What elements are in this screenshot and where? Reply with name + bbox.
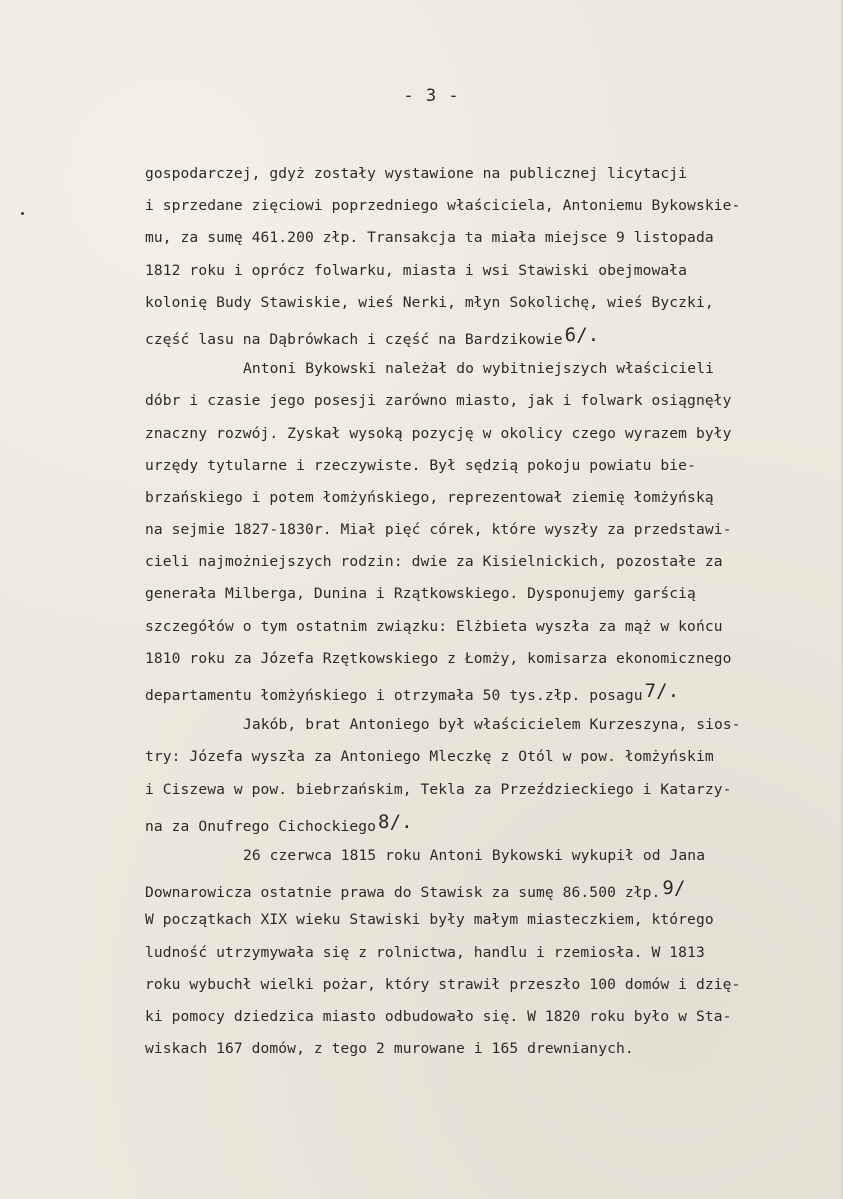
text-line [145, 353, 825, 385]
text-line [145, 872, 825, 904]
text-line [145, 904, 825, 936]
line-text: dóbr i czasie jego posesji zarówno miasto, jak i folwark osiągnęły [145, 392, 732, 410]
paragraph [145, 840, 825, 1065]
line-text: na za Onufrego Cichockiego [145, 817, 377, 835]
paragraph [145, 353, 825, 707]
footnote-reference: 6/. [564, 323, 600, 346]
line-text: 26 czerwca 1815 roku Antoni Bykowski wykupił od Jana [243, 846, 706, 864]
text-line [145, 937, 825, 969]
line-text: wiskach 167 domów, z tego 2 murowane i 165 drewnianych. [145, 1040, 634, 1058]
line-text: W początkach XIX wieku Stawiski były małym miasteczkiem, którego [145, 911, 714, 929]
line-text: szczegółów o tym ostatnim związku: Elżbieta wyszła za mąż w końcu [145, 617, 723, 635]
paragraph [145, 158, 825, 351]
line-text: brzańskiego i potem łomżyńskiego, reprezentował ziemię łomżyńską [145, 488, 714, 506]
text-line [145, 675, 825, 707]
line-text: generała Milberga, Dunina i Rzątkowskiego. Dysponujemy garścią [145, 585, 696, 603]
page-number: - 3 - [403, 86, 460, 106]
document-body [145, 158, 825, 1065]
line-text: Antoni Bykowski należał do wybitniejszych właścicieli [243, 360, 714, 378]
text-line [145, 190, 825, 222]
line-text: i Ciszewa w pow. biebrzańskim, Tekla za Przeździeckiego i Katarzy- [145, 780, 732, 798]
footnote-reference: 8/. [378, 810, 413, 833]
line-text: kolonię Budy Stawiskie, wieś Nerki, młyn Sokolichę, wieś Byczki, [145, 293, 714, 311]
text-line [145, 418, 825, 450]
text-line [145, 643, 825, 675]
text-line [145, 1001, 825, 1033]
line-text: 1812 roku i oprócz folwarku, miasta i wsi Stawiski obejmowała [145, 261, 688, 279]
footnote-reference: 7/. [644, 680, 680, 702]
text-line [145, 578, 825, 610]
text-line [145, 450, 825, 482]
text-line [145, 546, 825, 578]
text-line [145, 611, 825, 643]
line-text: znaczny rozwój. Zyskał wysoką pozycję w okolicy czego wyrazem były [145, 424, 732, 442]
line-text: roku wybuchł wielki pożar, który strawił przeszło 100 domów i dzię- [145, 975, 741, 993]
text-line [145, 840, 825, 872]
text-line [145, 287, 825, 319]
text-line [145, 255, 825, 287]
text-line [145, 774, 825, 806]
text-line [145, 158, 825, 190]
text-line [145, 514, 825, 546]
text-line [145, 969, 825, 1001]
text-line [145, 222, 825, 254]
line-text: Downarowicza ostatnie prawa do Stawisk za sumę 86.500 złp. [145, 884, 661, 902]
text-line [145, 741, 825, 773]
text-line [145, 1033, 825, 1065]
line-text: część lasu na Dąbrówkach i część na Bardzikowie [145, 330, 563, 348]
text-line [145, 482, 825, 514]
text-line [145, 806, 825, 838]
line-text: na sejmie 1827-1830r. Miał pięć córek, które wyszły za przedstawi- [145, 521, 732, 539]
margin-mark [21, 212, 24, 215]
line-text: urzędy tytularne i rzeczywiste. Był sędzią pokoju powiatu bie- [145, 456, 696, 474]
text-line [145, 709, 825, 741]
line-text: departamentu łomżyńskiego i otrzymała 50 tys.złp. posagu [145, 687, 643, 704]
text-line [145, 385, 825, 417]
line-text: cieli najmożniejszych rodzin: dwie za Kisielnickich, pozostałe za [145, 553, 723, 571]
line-text: ludność utrzymywała się z rolnictwa, handlu i rzemiosła. W 1813 [145, 943, 705, 961]
line-text: 1810 roku za Józefa Rzętkowskiego z Łomży, komisarza ekonomicznego [145, 649, 732, 667]
text-line [145, 319, 825, 351]
line-text: try: Józefa wyszła za Antoniego Mleczkę z Otól w pow. łomżyńskim [145, 748, 714, 766]
line-text: mu, za sumę 461.200 złp. Transakcja ta miała miejsce 9 listopada [145, 229, 714, 247]
line-text: Jakób, brat Antoniego był właścicielem Kurzeszyna, sios- [243, 716, 741, 734]
paragraph [145, 709, 825, 838]
line-text: gospodarczej, gdyż zostały wystawione na publicznej licytacji [145, 165, 688, 182]
line-text: i sprzedane zięciowi poprzedniego właściciela, Antoniemu Bykowskie- [145, 197, 741, 215]
line-text: ki pomocy dziedzica miasto odbudowało się. W 1820 roku było w Sta- [145, 1007, 732, 1025]
footnote-reference: 9/ [662, 877, 686, 900]
